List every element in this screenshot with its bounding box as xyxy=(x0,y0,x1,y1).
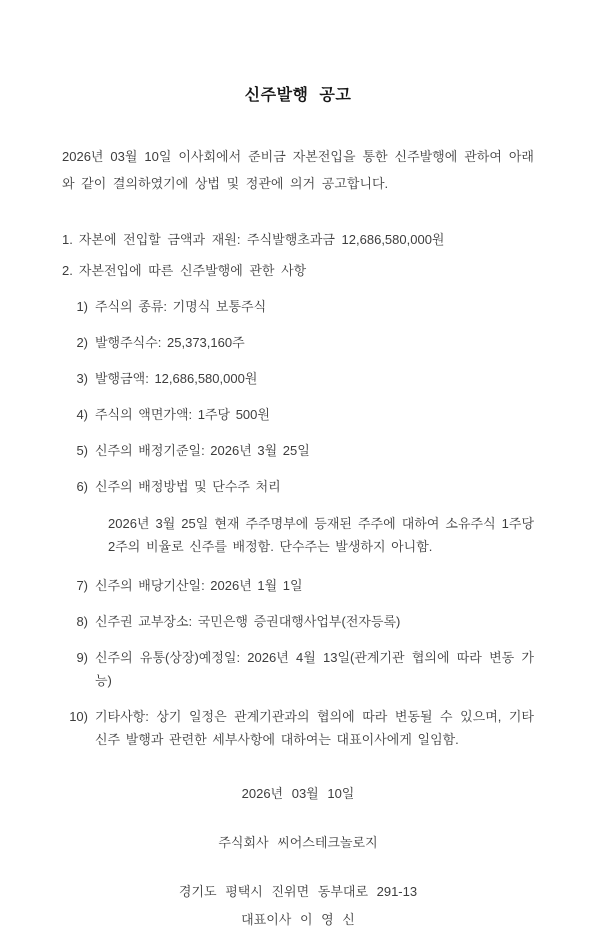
company-address: 경기도 평택시 진위면 동부대로 291-13 xyxy=(178,884,418,899)
main-item-text: 자본에 전입할 금액과 재원: 주식발행초과금 12,686,580,000원 xyxy=(78,232,445,247)
sub-item-5 xyxy=(62,439,534,462)
document-title: 신주발행 공고 xyxy=(244,87,352,104)
sub-item-6-note: 2026년 3월 25일 현재 주주명부에 등재된 주주에 대하여 소유주식 1주당 2주의 비율로 신주를 배정함. 단수주는 발생하지 아니함. xyxy=(108,516,534,554)
main-item-number: 1. xyxy=(62,232,73,247)
sub-item-1 xyxy=(62,295,534,318)
sub-item-text: 발행주식수: 25,373,160주 xyxy=(95,335,245,350)
sub-item-text: 주식의 액면가액: 1주당 500원 xyxy=(95,407,270,422)
sub-item-number: 4) xyxy=(76,407,88,422)
main-list xyxy=(62,233,534,278)
announcement-date: 2026년 03월 10일 xyxy=(241,786,355,801)
sub-item-number: 5) xyxy=(76,443,88,458)
sub-item-number: 7) xyxy=(76,578,88,593)
sub-item-7 xyxy=(62,574,534,597)
sub-item-4 xyxy=(62,403,534,426)
sub-item-number: 3) xyxy=(76,371,88,386)
sub-item-text: 신주의 유통(상장)예정일: 2026년 4월 13일(관계기관 협의에 따라 변동 가능) xyxy=(95,650,534,688)
sub-item-text xyxy=(95,475,534,561)
sub-item-6-heading: 신주의 배정방법 및 단수주 처리 xyxy=(95,479,281,494)
document-footer xyxy=(62,783,534,928)
sub-item-text: 신주권 교부장소: 국민은행 증권대행사업부(전자등록) xyxy=(95,614,401,629)
sub-item-number: 1) xyxy=(76,299,88,314)
sub-item-3 xyxy=(62,367,534,390)
sub-item-text: 기타사항: 상기 일정은 관계기관과의 협의에 따라 변동될 수 있으며, 기타 신주 발행과 관련한 세부사항에 대하여는 대표이사에게 일임함. xyxy=(95,709,534,747)
sub-item-number: 8) xyxy=(76,614,88,629)
sub-item-2 xyxy=(62,331,534,354)
sub-item-text: 발행금액: 12,686,580,000원 xyxy=(95,371,258,386)
sub-item-text: 신주의 배당기산일: 2026년 1월 1일 xyxy=(95,578,303,593)
main-item-2 xyxy=(62,264,534,278)
sub-list xyxy=(62,295,534,751)
main-item-text: 자본전입에 따른 신주발행에 관한 사항 xyxy=(78,263,307,278)
sub-item-number: 10) xyxy=(69,709,88,724)
sub-item-number: 6) xyxy=(76,479,88,494)
sub-item-8 xyxy=(62,610,534,633)
sub-item-text: 신주의 배정기준일: 2026년 3월 25일 xyxy=(95,443,310,458)
sub-item-number: 2) xyxy=(76,335,88,350)
sub-item-9 xyxy=(62,646,534,692)
sub-item-6 xyxy=(62,475,534,561)
sub-item-10 xyxy=(62,705,534,751)
sub-item-number: 9) xyxy=(76,650,88,665)
company-name: 주식회사 씨어스테크놀로지 xyxy=(218,835,378,850)
intro-paragraph: 2026년 03월 10일 이사회에서 준비금 자본전입을 통한 신주발행에 관하여 아래와 같이 결의하였기에 상법 및 정관에 의거 공고합니다. xyxy=(62,149,534,191)
main-item-number: 2. xyxy=(62,263,73,278)
main-item-1 xyxy=(62,233,534,247)
ceo-name: 대표이사 이 영 신 xyxy=(241,912,355,927)
sub-item-text: 주식의 종류: 기명식 보통주식 xyxy=(95,299,267,314)
